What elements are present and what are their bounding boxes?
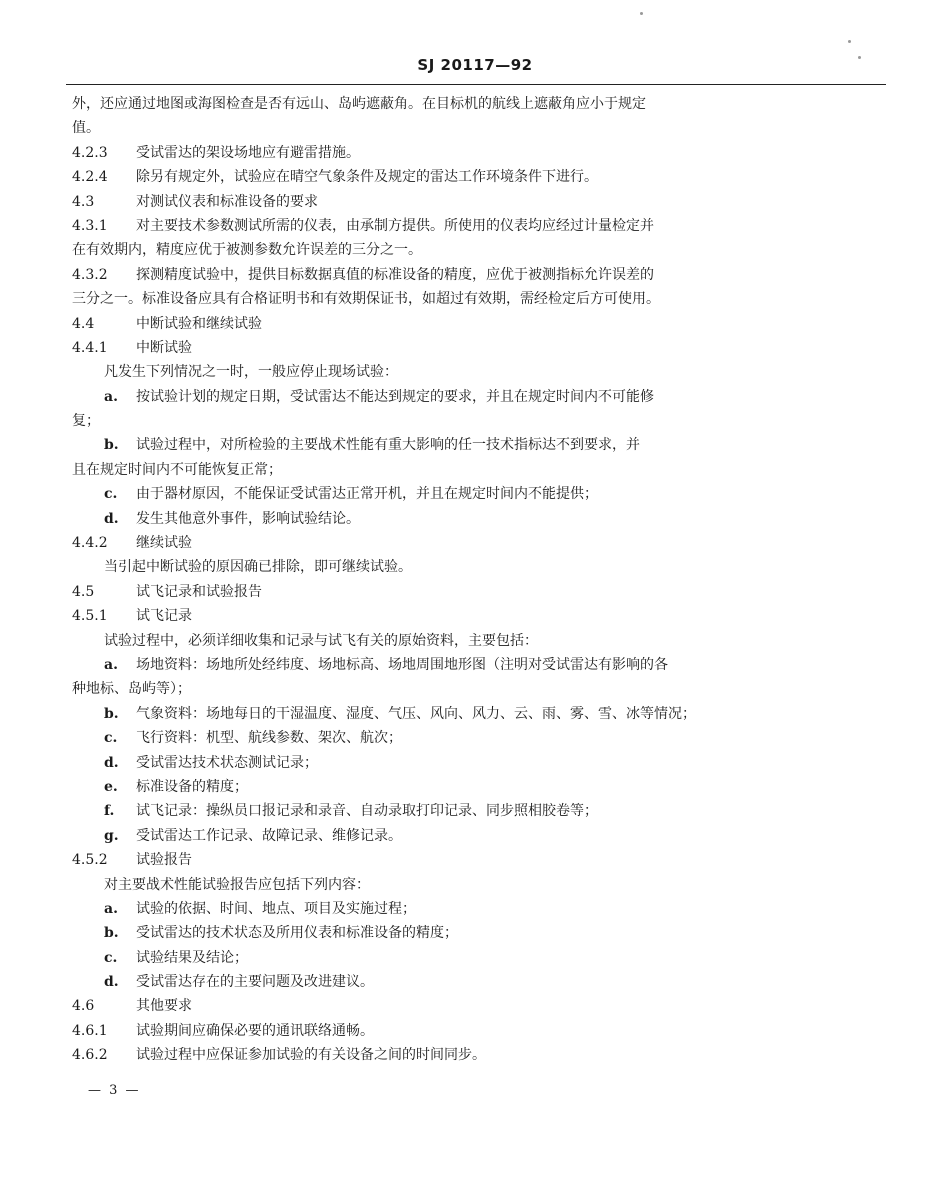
list-label: d.: [104, 510, 119, 527]
text-line: [72, 873, 732, 897]
clause-line: [72, 165, 732, 189]
scan-speck: [640, 12, 643, 15]
list-label: b.: [104, 437, 119, 454]
line-text: 标准设备的精度；: [136, 778, 248, 795]
scan-speck: [848, 40, 851, 43]
list-label: g.: [104, 827, 119, 844]
line-text: 试验结果及结论；: [136, 949, 248, 966]
list-item: [72, 482, 732, 506]
text-line: [72, 629, 732, 653]
list-label: c.: [104, 486, 118, 503]
clause-number: 4.2.4: [72, 169, 108, 186]
clause-number: 4.3.1: [72, 217, 108, 234]
line-text: 在有效期内，精度应优于被测参数允许误差的三分之一。: [72, 242, 422, 259]
clause-number: 4.5.1: [72, 608, 108, 625]
line-text: 种地标、岛屿等）；: [72, 681, 191, 698]
line-text: 探测精度试验中，提供目标数据真值的标准设备的精度，应优于被测指标允许误差的: [136, 266, 654, 283]
clause-number: 4.6.2: [72, 1047, 108, 1064]
list-item: [72, 653, 732, 677]
list-item: [72, 726, 732, 750]
line-text: 试验过程中应保证参加试验的有关设备之间的时间同步。: [136, 1047, 486, 1064]
text-line: [72, 555, 732, 579]
clause-line: [72, 190, 732, 214]
clause-line: [72, 604, 732, 628]
list-item: [72, 507, 732, 531]
list-item: [72, 775, 732, 799]
line-text: 受试雷达存在的主要问题及改进建议。: [136, 974, 374, 991]
line-text: 试飞记录：操纵员口报记录和录音、自动录取打印记录、同步照相胶卷等；: [136, 803, 598, 820]
line-text: 受试雷达的技术状态及所用仪表和标准设备的精度；: [136, 925, 458, 942]
line-text: 三分之一。标准设备应具有合格证明书和有效期保证书，如超过有效期，需经检定后方可使用。: [72, 291, 660, 308]
line-text: 当引起中断试验的原因确已排除，即可继续试验。: [104, 559, 412, 576]
line-text: 发生其他意外事件，影响试验结论。: [136, 510, 360, 527]
line-text: 对主要技术参数测试所需的仪表，由承制方提供。所使用的仪表均应经过计量检定并: [136, 217, 654, 234]
clause-number: 4.4: [72, 315, 95, 332]
list-item: [72, 751, 732, 775]
clause-line: [72, 1019, 732, 1043]
page-number: — 3 —: [88, 1083, 141, 1098]
clause-line: [72, 994, 732, 1018]
line-text: 外，还应通过地图或海图检查是否有远山、岛屿遮蔽角。在目标机的航线上遮蔽角应小于规定: [72, 96, 646, 112]
line-text: 中断试验和继续试验: [136, 315, 262, 332]
list-label: a.: [104, 388, 118, 405]
line-text: 受试雷达的架设场地应有避雷措施。: [136, 144, 360, 161]
list-label: d.: [104, 754, 119, 771]
list-item: [72, 946, 732, 970]
line-text: 复；: [72, 413, 100, 430]
list-label: a.: [104, 900, 118, 917]
line-text: 试验过程中，对所检验的主要战术性能有重大影响的任一技术指标达不到要求，并: [136, 437, 640, 454]
list-item: [72, 702, 732, 726]
clause-number: 4.3.2: [72, 266, 108, 283]
list-item: [72, 433, 732, 457]
text-line: [72, 409, 732, 433]
scan-speck: [858, 56, 861, 59]
line-text: 且在规定时间内不可能恢复正常；: [72, 461, 282, 478]
line-text: 受试雷达技术状态测试记录；: [136, 754, 318, 771]
list-item: [72, 385, 732, 409]
line-text: 继续试验: [136, 535, 192, 552]
list-item: [72, 824, 732, 848]
clause-line: [72, 214, 732, 238]
line-text: 由于器材原因，不能保证受试雷达正常开机，并且在规定时间内不能提供；: [136, 486, 598, 503]
clause-number: 4.5: [72, 583, 95, 600]
clause-number: 4.4.2: [72, 535, 108, 552]
list-item: [72, 970, 732, 994]
text-line: [72, 116, 732, 140]
list-item: [72, 897, 732, 921]
clause-number: 4.4.1: [72, 339, 108, 356]
text-line: [72, 238, 732, 262]
line-text: 值。: [72, 120, 100, 137]
line-text: 按试验计划的规定日期，受试雷达不能达到规定的要求，并且在规定时间内不可能修: [136, 388, 654, 405]
line-text: 对主要战术性能试验报告应包括下列内容：: [104, 876, 370, 893]
clause-line: [72, 580, 732, 604]
clause-number: 4.5.2: [72, 852, 108, 869]
clause-line: [72, 263, 732, 287]
clause-number: 4.3: [72, 193, 95, 210]
clause-line: [72, 312, 732, 336]
line-text: 中断试验: [136, 339, 192, 356]
text-line: [72, 360, 732, 384]
line-text: 场地资料：场地所处经纬度、场地标高、场地周围地形图（注明对受试雷达有影响的各: [136, 656, 668, 673]
list-label: d.: [104, 974, 119, 991]
list-label: b.: [104, 925, 119, 942]
clause-number: 4.6.1: [72, 1022, 108, 1039]
text-line: [72, 677, 732, 701]
list-item: [72, 799, 732, 823]
clause-line: [72, 1043, 732, 1067]
clause-number: 4.2.3: [72, 144, 108, 161]
clause-line: [72, 336, 732, 360]
clause-number: 4.6: [72, 998, 95, 1015]
list-label: c.: [104, 949, 118, 966]
list-item: [72, 921, 732, 945]
line-text: 飞行资料：机型、航线参数、架次、航次；: [136, 730, 402, 747]
text-line: [72, 458, 732, 482]
clause-line: [72, 848, 732, 872]
clause-line: [72, 531, 732, 555]
clause-line: [72, 141, 732, 165]
line-text: 试飞记录: [136, 608, 192, 625]
line-text: 试飞记录和试验报告: [136, 583, 262, 600]
document-body: [72, 92, 732, 1068]
line-text: 试验期间应确保必要的通讯联络通畅。: [136, 1022, 374, 1039]
line-text: 对测试仪表和标准设备的要求: [136, 193, 318, 210]
line-text: 其他要求: [136, 998, 192, 1015]
list-label: f.: [104, 803, 115, 820]
text-line: [72, 287, 732, 311]
list-label: e.: [104, 778, 118, 795]
text-line: [72, 92, 732, 116]
list-label: a.: [104, 656, 118, 673]
list-label: b.: [104, 705, 119, 722]
line-text: 试验的依据、时间、地点、项目及实施过程；: [136, 900, 416, 917]
line-text: 凡发生下列情况之一时，一般应停止现场试验：: [104, 364, 398, 381]
line-text: 气象资料：场地每日的干湿温度、湿度、气压、风向、风力、云、雨、雾、雪、冰等情况；: [136, 705, 696, 722]
line-text: 受试雷达工作记录、故障记录、维修记录。: [136, 827, 402, 844]
line-text: 除另有规定外，试验应在晴空气象条件及规定的雷达工作环境条件下进行。: [136, 169, 598, 186]
header-rule: [66, 84, 886, 85]
standard-code-header: SJ 20117—92: [417, 56, 533, 74]
line-text: 试验过程中，必须详细收集和记录与试飞有关的原始资料，主要包括：: [104, 632, 538, 649]
list-label: c.: [104, 730, 118, 747]
line-text: 试验报告: [136, 852, 192, 869]
